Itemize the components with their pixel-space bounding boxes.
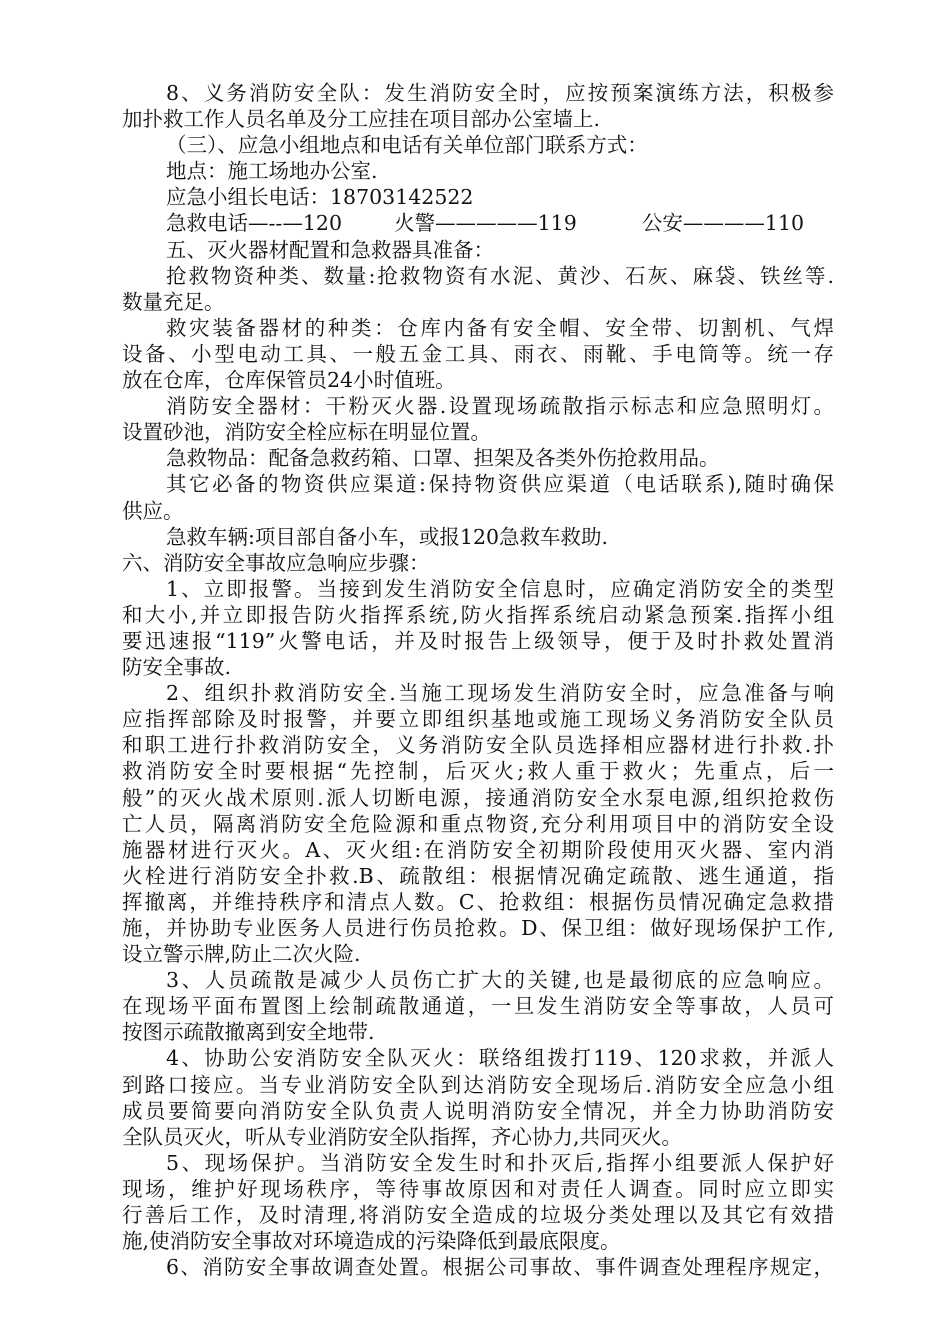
text-line: 1、立即报警。当接到发生消防安全信息时，应确定消防安全的类型 <box>166 576 834 601</box>
text-line: 成员要简要向消防安全队负责人说明消防安全情况，并全力协助消防安 <box>122 1098 834 1123</box>
text-line: 救消防安全时要根据“先控制，后灭火;救人重于救火；先重点，后一 <box>122 759 834 784</box>
text-line: 和职工进行扑救消防安全，义务消防安全队员选择相应器材进行扑救.扑 <box>122 733 834 758</box>
text-line: 放在仓库，仓库保管员24小时值班。 <box>122 368 456 393</box>
text-line: 急救电话—--—120 火警—————119 公安————110 <box>166 211 805 236</box>
text-line: 4、协助公安消防安全队灭火：联络组拨打119、120求救，并派人 <box>166 1046 834 1071</box>
text-line: 施，并协助专业医务人员进行伤员抢救。D、保卫组：做好现场保护工作, <box>122 916 834 940</box>
document-page <box>122 80 834 1280</box>
text-line: 5、现场保护。当消防安全发生时和扑灭后,指挥小组要派人保护好 <box>166 1150 834 1175</box>
text-line: （三）、应急小组地点和电话有关单位部门联系方式： <box>166 133 648 158</box>
text-line: 火栓进行消防安全扑救.B、疏散组：根据情况确定疏散、逃生通道，指 <box>122 863 834 888</box>
text-line: 五、灭火器材配置和急救器具准备： <box>166 237 494 262</box>
text-line: 施器材进行灭火。A、灭火组:在消防安全初期阶段使用灭火器、室内消 <box>122 837 834 862</box>
text-line: 供应。 <box>122 498 184 523</box>
text-line: 般”的灭火战术原则.派人切断电源，接通消防安全水泵电源,组织抢救伤 <box>122 785 834 810</box>
text-line: 现场，维护好现场秩序，等待事故原因和对责任人调查。同时应立即实 <box>122 1176 834 1201</box>
text-line: 防安全事故. <box>122 655 232 680</box>
text-line: 应急小组长电话：18703142522 <box>166 185 474 210</box>
text-line: 行善后工作，及时清理,将消防安全造成的垃圾分类处理以及其它有效措 <box>122 1203 834 1228</box>
text-line: 和大小,并立即报告防火指挥系统,防火指挥系统启动紧急预案.指挥小组 <box>122 602 834 627</box>
text-line: 其它必备的物资供应渠道:保持物资供应渠道（电话联系),随时确保 <box>166 472 834 497</box>
text-line: 抢救物资种类、数量:抢救物资有水泥、黄沙、石灰、麻袋、铁丝等. <box>166 263 834 288</box>
text-line: 亡人员，隔离消防安全危险源和重点物资,充分利用项目中的消防安全设 <box>122 811 834 836</box>
text-line: 3、人员疏散是减少人员伤亡扩大的关键,也是最彻底的应急响应。 <box>166 968 834 993</box>
text-line: 设立警示牌,防止二次火险. <box>122 942 361 967</box>
text-line: 要迅速报“119”火警电话，并及时报告上级领导，便于及时扑救处置消 <box>122 628 834 653</box>
text-line: 全队员灭火，听从专业消防安全队指挥，齐心协力,共同灭火。 <box>122 1124 683 1149</box>
text-line: 消防安全器材：干粉灭火器.设置现场疏散指示标志和应急照明灯。 <box>166 394 834 419</box>
text-line: 8、义务消防安全队：发生消防安全时，应按预案演练方法，积极参 <box>166 81 834 105</box>
text-line: 按图示疏散撤离到安全地带. <box>122 1020 375 1045</box>
text-line: 施,使消防安全事故对环境造成的污染降低到最底限度。 <box>122 1229 621 1254</box>
text-line: 到路口接应。当专业消防安全队到达消防安全现场后.消防安全应急小组 <box>122 1072 834 1097</box>
text-line: 急救物品：配备急救药箱、口罩、担架及各类外伤抢救用品。 <box>166 446 720 471</box>
text-line: 救灾装备器材的种类：仓库内备有安全帽、安全带、切割机、气焊 <box>166 315 834 340</box>
text-line: 挥撤离，并维持秩序和清点人数。C、抢救组：根据伤员情况确定急救措 <box>122 889 834 914</box>
text-line: 6、消防安全事故调查处置。根据公司事故、事件调查处理程序规定， <box>166 1255 834 1280</box>
text-line: 在现场平面布置图上绘制疏散通道，一旦发生消防安全等事故，人员可 <box>122 994 834 1019</box>
text-line: 数量充足。 <box>122 289 225 314</box>
text-line: 应指挥部除及时报警，并要立即组织基地或施工现场义务消防安全队员 <box>122 707 834 732</box>
text-line: 设备、小型电动工具、一般五金工具、雨衣、雨靴、手电筒等。统一存 <box>122 341 834 366</box>
text-line: 六、消防安全事故应急响应步骤： <box>122 550 430 575</box>
text-line: 设置砂池，消防安全栓应标在明显位置。 <box>122 420 491 445</box>
text-line: 2、组织扑救消防安全.当施工现场发生消防安全时，应急准备与响 <box>166 681 834 706</box>
text-line: 地点：施工场地办公室. <box>166 159 378 184</box>
text-line: 加扑救工作人员名单及分工应挂在项目部办公室墙上. <box>122 107 601 132</box>
text-line: 急救车辆:项目部自备小车，或报120急救车救助. <box>166 524 609 549</box>
